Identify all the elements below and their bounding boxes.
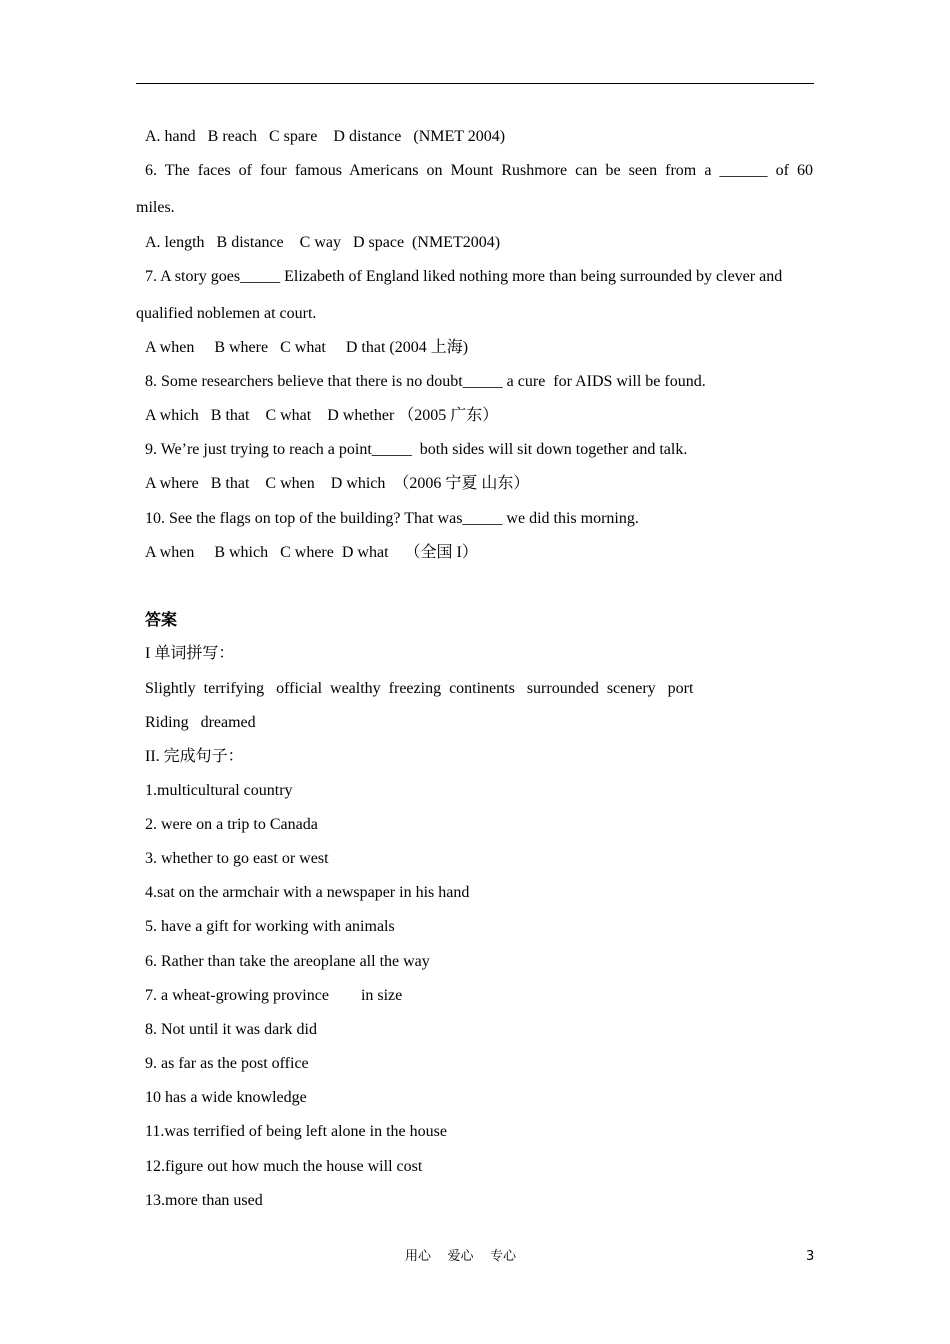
section1-words-line2: Riding dreamed bbox=[145, 714, 256, 731]
answer-item: 4.sat on the armchair with a newspaper in his hand bbox=[145, 884, 470, 901]
header-rule bbox=[136, 83, 814, 84]
answer-item: 12.figure out how much the house will cost bbox=[145, 1158, 423, 1175]
answer-item: 5. have a gift for working with animals bbox=[145, 918, 395, 935]
q6-options: A. length B distance C way D space (NMET2004) bbox=[145, 234, 501, 251]
page-number: 3 bbox=[806, 1249, 815, 1264]
answer-item: 7. a wheat-growing province in size bbox=[145, 987, 403, 1004]
answer-item: 1.multicultural country bbox=[145, 782, 293, 799]
q8-options: A which B that C what D whether （2005 广东） bbox=[145, 407, 499, 424]
q7-continuation: qualified noblemen at court. bbox=[136, 305, 317, 322]
section1-words-line1: Slightly terrifying official wealthy freezing continents surrounded scenery port bbox=[145, 680, 694, 697]
q8-text: 8. Some researchers believe that there is no doubt_____ a cure for AIDS will be found. bbox=[145, 373, 706, 390]
q6-continuation: miles. bbox=[136, 199, 175, 216]
q10-text: 10. See the flags on top of the building? That was_____ we did this morning. bbox=[145, 510, 639, 527]
section1-title: I 单词拼写： bbox=[145, 645, 235, 662]
answer-item: 9. as far as the post office bbox=[145, 1055, 309, 1072]
q7-text: 7. A story goes_____ Elizabeth of England liked nothing more than being surrounded by clever and bbox=[145, 268, 783, 285]
q9-text: 9. We’re just trying to reach a point_____ both sides will sit down together and talk. bbox=[145, 441, 688, 458]
footer-motto: 用心 爱心 专心 bbox=[405, 1249, 517, 1264]
answer-item: 11.was terrified of being left alone in the house bbox=[145, 1123, 447, 1140]
answers-heading: 答案 bbox=[145, 612, 178, 629]
q9-options: A where B that C when D which （2006 宁夏 山东） bbox=[145, 475, 530, 492]
q7-options: A when B where C what D that (2004 上海) bbox=[145, 339, 469, 356]
answer-item: 3. whether to go east or west bbox=[145, 850, 329, 867]
answer-item: 6. Rather than take the areoplane all the way bbox=[145, 953, 430, 970]
section2-title: II. 完成句子： bbox=[145, 748, 244, 765]
answer-item: 10 has a wide knowledge bbox=[145, 1089, 307, 1106]
answer-item: 8. Not until it was dark did bbox=[145, 1021, 317, 1038]
q6-text: 6. The faces of four famous Americans on Mount Rushmore can be seen from a ______ of 60 bbox=[145, 162, 813, 179]
answer-item: 13.more than used bbox=[145, 1192, 263, 1209]
q5-options: A. hand B reach C spare D distance (NMET 2004) bbox=[145, 128, 506, 145]
q10-options: A when B which C where D what （全国 I） bbox=[145, 544, 478, 561]
answer-item: 2. were on a trip to Canada bbox=[145, 816, 318, 833]
